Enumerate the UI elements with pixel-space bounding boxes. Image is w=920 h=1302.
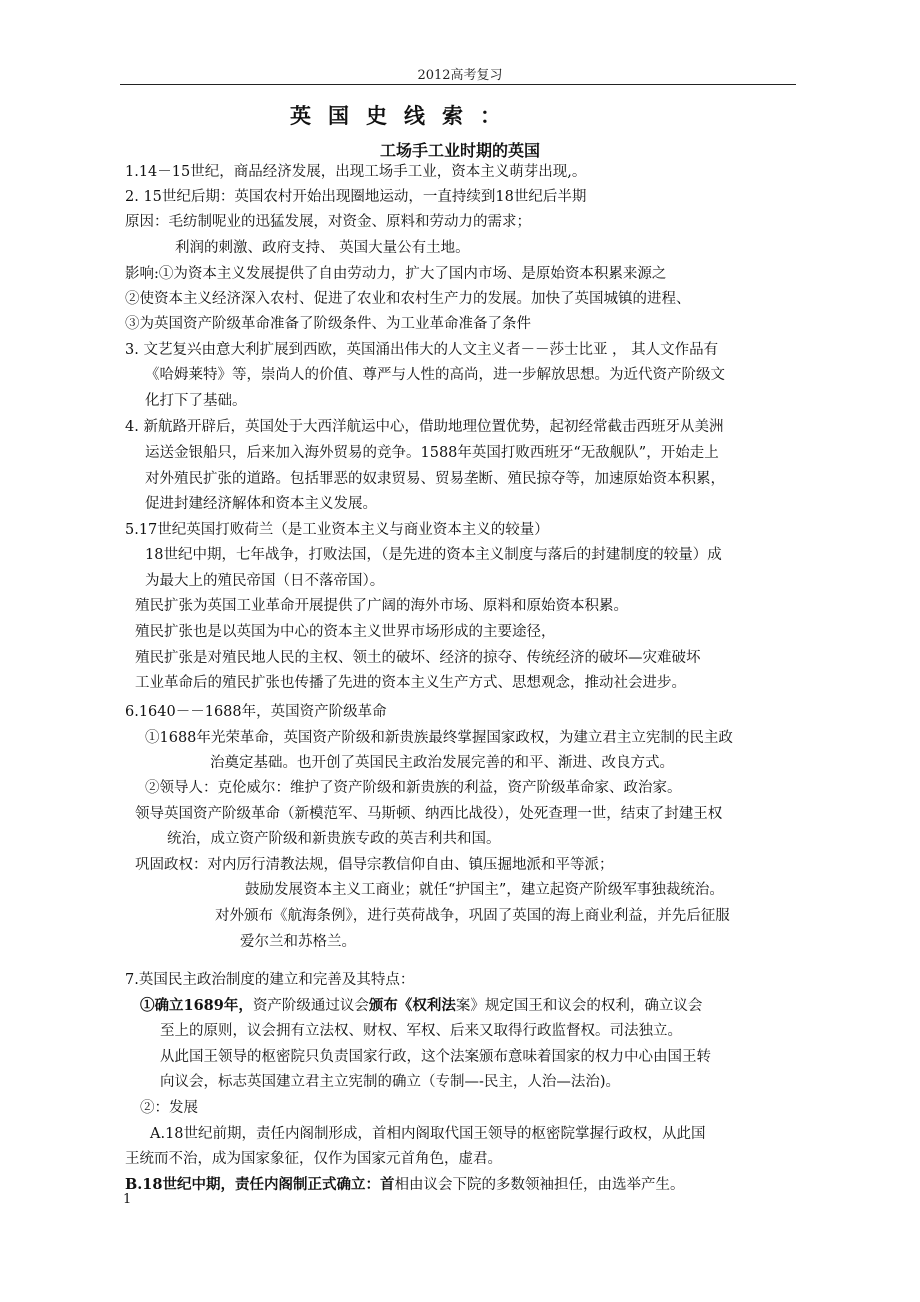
text-line: 影响:①为资本主义发展提供了自由劳动力，扩大了国内市场、是原始资本积累来源之 <box>125 266 667 282</box>
text-line: 为最大上的殖民帝国（日不落帝国）。 <box>145 573 385 589</box>
text-line: 运送金银船只，后来加入海外贸易的竞争。1588年英国打败西班牙“无敌舰队”，开始走上 <box>145 445 719 461</box>
text-line: ②使资本主义经济深入农村、促进了农业和农村生产力的发展。加快了英国城镇的进程、 <box>125 291 691 307</box>
text-line: 对外颁布《航海条例》，进行英荷战争，巩固了英国的海上商业利益，并先后征服 <box>215 908 730 924</box>
text-line: 殖民扩张为英国工业革命开展提供了广阔的海外市场、原料和原始资本积累。 <box>135 598 628 614</box>
text-line: ①1688年光荣革命，英国资产阶级和新贵族最终掌握国家政权，为建立君主立宪制的民主政 <box>145 730 733 746</box>
text-line: 4. 新航路开辟后，英国处于大西洋航运中心，借助地理位置优势，起初经常截击西班牙从美洲 <box>125 419 724 435</box>
text-line: 鼓励发展资本主义工商业；就任“护国主”，建立起资产阶级军事独裁统治。 <box>245 882 724 898</box>
text-line: B.18世纪中期，责任内阁制正式确立：首相由议会下院的多数领袖担任，由选举产生。 <box>125 1176 685 1193</box>
page-header: 2012高考复习 <box>417 68 503 83</box>
text-line: 至上的原则，议会拥有立法权、财权、军权、后来又取得行政监督权。司法独立。 <box>160 1023 682 1039</box>
text-line: 殖民扩张是对殖民地人民的主权、领土的破坏、经济的掠夺、传统经济的破坏—灾难破坏 <box>135 650 701 666</box>
text-line: 3. 文艺复兴由意大利扩展到西欧，英国涌出伟大的人文主义者－－莎士比亚 ， 其人文作品有 <box>125 342 719 358</box>
text-line: 工业革命后的殖民扩张也传播了先进的资本主义生产方式、思想观念，推动社会进步。 <box>135 675 686 691</box>
text-line: 2. 15世纪后期：英国农村开始出现圈地运动，一直持续到18世纪后半期 <box>125 189 587 205</box>
text-line: 从此国王领导的枢密院只负责国家行政，这个法案颁布意味着国家的权力中心由国王转 <box>160 1049 711 1065</box>
text-line: 巩固政权：对内厉行清教法规，倡导宗教信仰自由、镇压掘地派和平等派； <box>135 857 614 873</box>
text-line: 6.1640－－1688年，英国资产阶级革命 <box>125 704 387 720</box>
text-line: ①确立1689年，资产阶级通过议会颁布《权利法案》规定国王和议会的权利，确立议会 <box>140 997 703 1014</box>
text-line: 7.英国民主政治制度的建立和完善及其特点： <box>125 972 415 988</box>
text-line: 领导英国资产阶级革命（新模范军、马斯顿、纳西比战役），处死查理一世，结束了封建王权 <box>135 806 723 822</box>
document-title: 英国史线索： <box>290 104 518 128</box>
text-line: 5.17世纪英国打败荷兰（是工业资本主义与商业资本主义的较量） <box>125 522 549 538</box>
text-line: 原因：毛纺制呢业的迅猛发展，对资金、原料和劳动力的需求； <box>125 214 531 230</box>
text-line: 对外殖民扩张的道路。包括罪恶的奴隶贸易、贸易垄断、殖民掠夺等，加速原始资本积累， <box>145 471 725 487</box>
text-line: 治奠定基础。也开创了英国民主政治发展完善的和平、渐进、改良方式。 <box>210 755 674 771</box>
text-line: 向议会，标志英国建立君主立宪制的确立（专制—-民主，人治—法治)。 <box>160 1074 621 1090</box>
text-line: 1.14－15世纪，商品经济发展，出现工场手工业，资本主义萌芽出现,。 <box>125 164 587 180</box>
text-line: ③为英国资产阶级革命准备了阶级条件、为工业革命准备了条件 <box>125 316 531 332</box>
text-line: 促进封建经济解体和资本主义发展。 <box>145 496 377 512</box>
text-line: 18世纪中期，七年战争，打败法国，（是先进的资本主义制度与落后的封建制度的较量）成 <box>145 547 722 563</box>
text-line: 利润的刺激、政府支持、 英国大量公有土地。 <box>175 240 470 256</box>
text-line: 《哈姆莱特》等，崇尚人的价值、尊严与人性的高尚，进一步解放思想。为近代资产阶级文 <box>145 367 725 383</box>
text-line: 统治，成立资产阶级和新贵族专政的英吉利共和国。 <box>167 831 501 847</box>
text-line: 殖民扩张也是以英国为中心的资本主义世界市场形成的主要途径， <box>135 624 556 640</box>
text-line: 化打下了基础。 <box>145 393 247 409</box>
text-line: ②：发展 <box>140 1100 198 1116</box>
text-line: A.18世纪前期，责任内阁制形成，首相内阁取代国王领导的枢密院掌握行政权，从此国 <box>150 1126 706 1142</box>
page-number: 1 <box>123 1192 132 1207</box>
section-subtitle: 工场手工业时期的英国 <box>379 141 540 160</box>
text-line: 爱尔兰和苏格兰。 <box>240 934 356 950</box>
text-line: 王统而不治，成为国家象征，仅作为国家元首角色，虚君。 <box>125 1151 502 1167</box>
header-rule <box>120 84 796 85</box>
text-line: ②领导人：克伦威尔：维护了资产阶级和新贵族的利益，资产阶级革命家、政治家。 <box>145 780 682 796</box>
